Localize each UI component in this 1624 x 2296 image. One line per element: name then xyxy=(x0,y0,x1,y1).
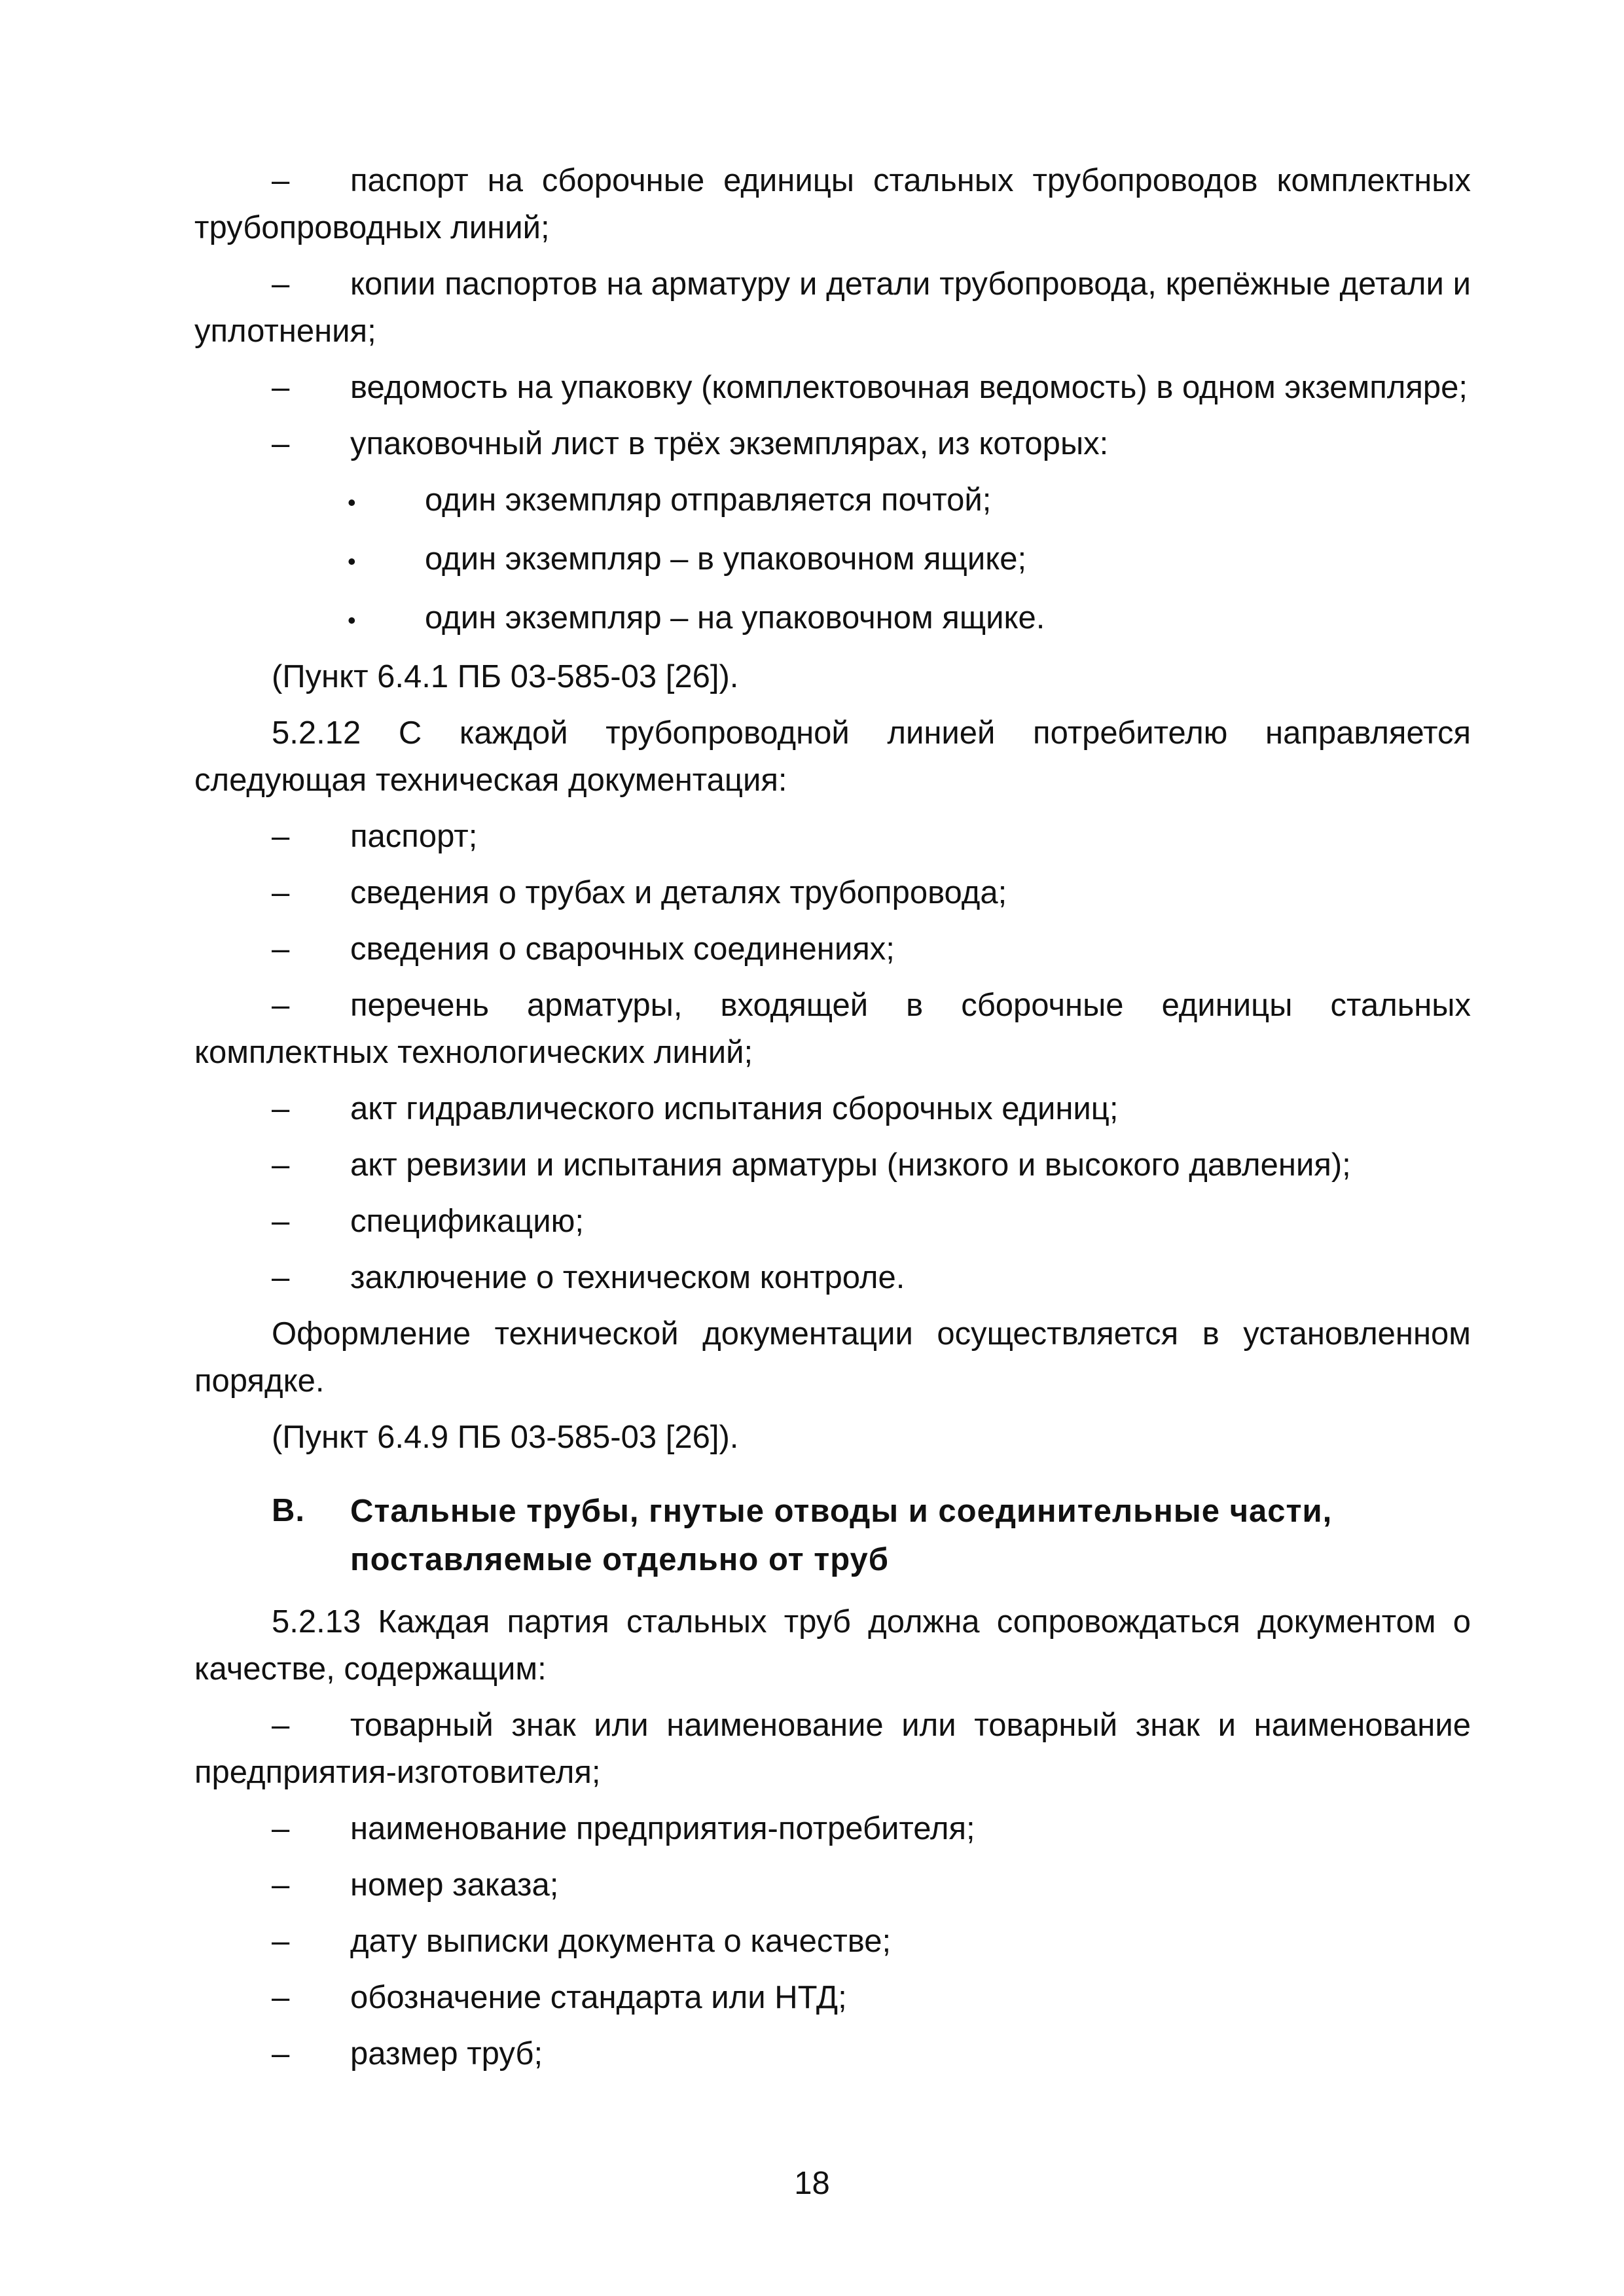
dash-marker: – xyxy=(272,266,290,302)
list-item xyxy=(194,1702,1471,1796)
list-item xyxy=(194,157,1471,251)
dash-marker: – xyxy=(272,370,290,405)
dash-marker: – xyxy=(272,931,290,967)
list-item-text: акт гидравлического испытания сборочных единиц; xyxy=(350,1091,1119,1126)
list-item-text: перечень арматуры, входящей в сборочные единицы стальных комплектных технологических линий; xyxy=(194,988,1471,1070)
list-item xyxy=(194,364,1471,411)
list-item-text: упаковочный лист в трёх экземплярах, из которых: xyxy=(350,426,1109,461)
bullet-marker: • xyxy=(348,489,356,516)
bullet-item-text: один экземпляр – на упаковочном ящике. xyxy=(425,600,1045,636)
dash-marker: – xyxy=(272,1708,290,1743)
list-item-text: сведения о сварочных соединениях; xyxy=(350,931,895,967)
dash-marker: – xyxy=(272,1811,290,1846)
body-paragraph: Оформление технической документации осуществляется в установленном порядке. xyxy=(194,1316,1471,1399)
list-item xyxy=(194,1918,1471,1965)
list-item-text: товарный знак или наименование или товарный знак и наименование предприятия-изготовителя; xyxy=(194,1708,1471,1790)
bullet-marker: • xyxy=(348,607,356,634)
bullet-item-text: один экземпляр отправляется почтой; xyxy=(425,482,992,518)
list-item-text: ведомость на упаковку (комплектовочная ведомость) в одном экземпляре; xyxy=(350,370,1468,405)
list-item xyxy=(194,813,1471,860)
dash-marker: – xyxy=(272,1204,290,1239)
list-item-text: паспорт на сборочные единицы стальных трубопроводов комплектных трубопроводных линий; xyxy=(194,163,1471,245)
section-title: Стальные трубы, гнутые отводы и соединительные части, поставляемые отдельно от труб xyxy=(350,1494,1333,1577)
page-body xyxy=(194,157,1471,2087)
page-number: 18 xyxy=(794,2166,830,2201)
list-item-text: обозначение стандарта или НТД; xyxy=(350,1980,847,2015)
dash-marker: – xyxy=(272,426,290,461)
list-item-text: наименование предприятия-потребителя; xyxy=(350,1811,975,1846)
dash-marker: – xyxy=(272,163,290,198)
list-item xyxy=(194,260,1471,355)
list-item-text: размер труб; xyxy=(350,2036,543,2072)
bullet-item xyxy=(194,476,1471,526)
list-item-text: спецификацию; xyxy=(350,1204,584,1239)
list-item-text: дату выписки документа о качестве; xyxy=(350,1924,892,1959)
list-item xyxy=(194,2030,1471,2077)
reference-paragraph: (Пункт 6.4.9 ПБ 03-585-03 [26]). xyxy=(272,1420,739,1455)
list-item xyxy=(194,1805,1471,1852)
list-item-text: акт ревизии и испытания арматуры (низкого и высокого давления); xyxy=(350,1147,1351,1183)
list-item xyxy=(194,982,1471,1076)
list-item xyxy=(194,1861,1471,1909)
dash-marker: – xyxy=(272,1260,290,1295)
list-item xyxy=(194,1085,1471,1132)
clause-5-2-13: 5.2.13 Каждая партия стальных труб должна сопровождаться документом о качестве, содержащим: xyxy=(194,1604,1471,1687)
list-item xyxy=(194,1198,1471,1245)
dash-marker: – xyxy=(272,1924,290,1959)
list-item xyxy=(194,1141,1471,1189)
list-item xyxy=(194,925,1471,973)
list-item xyxy=(194,1254,1471,1301)
list-item-text: заключение о техническом контроле. xyxy=(350,1260,905,1295)
bullet-item xyxy=(194,594,1471,644)
clause-5-2-12: 5.2.12 С каждой трубопроводной линией потребителю направляется следующая техническая документация: xyxy=(194,715,1471,798)
dash-marker: – xyxy=(272,2036,290,2072)
reference-paragraph: (Пункт 6.4.1 ПБ 03-585-03 [26]). xyxy=(272,659,739,694)
dash-marker: – xyxy=(272,1867,290,1903)
list-item-text: номер заказа; xyxy=(350,1867,559,1903)
list-item-text: сведения о трубах и деталях трубопровода; xyxy=(350,875,1007,910)
dash-marker: – xyxy=(272,1091,290,1126)
list-item xyxy=(194,1974,1471,2021)
list-item xyxy=(194,420,1471,467)
bullet-marker: • xyxy=(348,548,356,575)
list-item xyxy=(194,869,1471,916)
section-heading xyxy=(194,1487,1471,1584)
dash-marker: – xyxy=(272,1980,290,2015)
dash-marker: – xyxy=(272,819,290,854)
bullet-item xyxy=(194,535,1471,585)
dash-marker: – xyxy=(272,1147,290,1183)
dash-marker: – xyxy=(272,988,290,1023)
dash-marker: – xyxy=(272,875,290,910)
section-letter: В. xyxy=(272,1493,305,1528)
list-item-text: паспорт; xyxy=(350,819,478,854)
bullet-item-text: один экземпляр – в упаковочном ящике; xyxy=(425,541,1027,577)
list-item-text: копии паспортов на арматуру и детали трубопровода, крепёжные детали и уплотнения; xyxy=(194,266,1471,349)
